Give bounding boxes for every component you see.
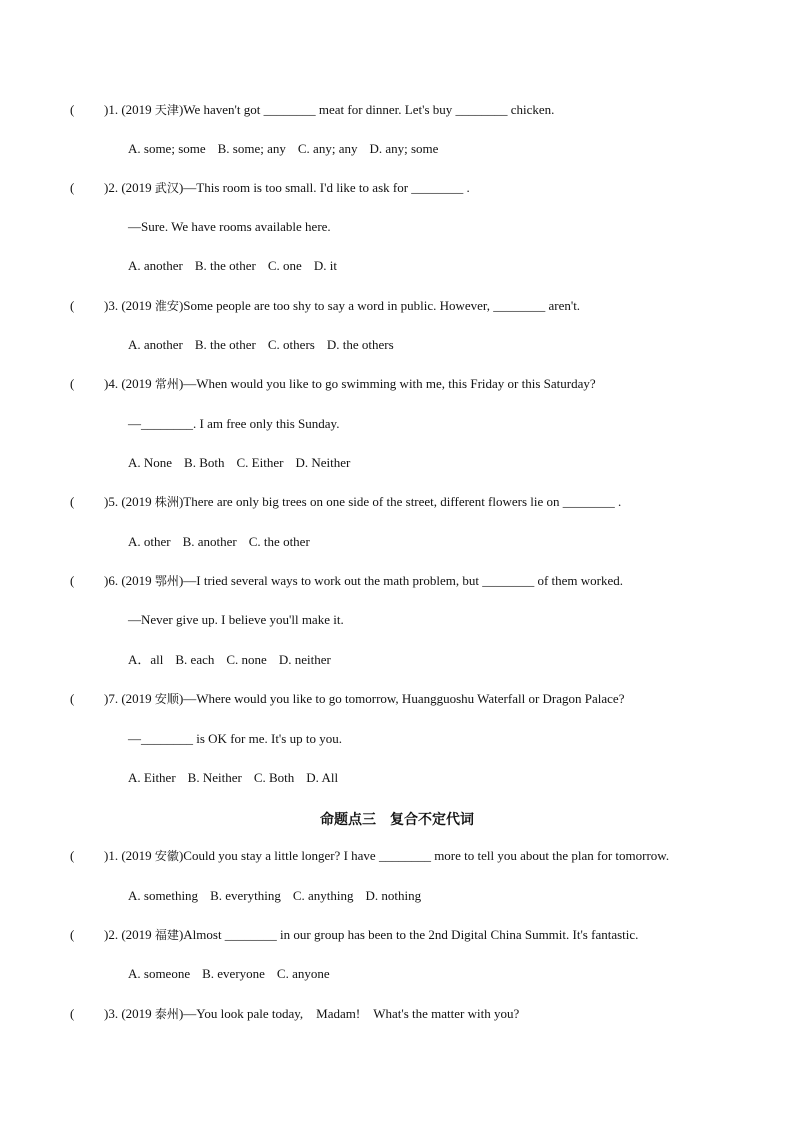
question-source: 株洲	[154, 495, 179, 509]
option-a: A. None	[128, 455, 173, 470]
question-stem: )We haven't got ________ meat for dinner. Let's buy ________ chicken.	[178, 102, 555, 117]
section-heading: 命题点三 复合不定代词	[320, 812, 474, 828]
question-stem: )There are only big trees on one side of the street, different flowers lie on ________ .	[178, 494, 622, 509]
option-d: D. All	[306, 770, 339, 785]
option-d: D. nothing	[365, 888, 422, 903]
option-d: D. it	[313, 258, 337, 273]
question-number: )2. (2019	[104, 927, 155, 942]
question-number: )6. (2019	[104, 573, 155, 588]
question-stem: )—Where would you like to go tomorrow, Huangguoshu Waterfall or Dragon Palace?	[178, 691, 625, 706]
answer-bracket: (	[70, 691, 75, 706]
question-source: 福建	[154, 928, 179, 942]
question-source: 常州	[154, 377, 179, 391]
answer-bracket: (	[70, 494, 75, 509]
question-a6	[70, 573, 623, 589]
option-b: B. Both	[184, 455, 225, 470]
option-d: D. neither	[278, 652, 331, 667]
option-c: C. Both	[253, 770, 295, 785]
option-b: B. the other	[194, 258, 256, 273]
option-a: A．all	[128, 652, 164, 667]
option-c: C. one	[267, 258, 302, 273]
question-stem: )—When would you like to go swimming with me, this Friday or this Saturday?	[178, 376, 596, 391]
question-b3	[70, 1006, 519, 1022]
question-number: )5. (2019	[104, 494, 155, 509]
question-stem: )—I tried several ways to work out the math problem, but ________ of them worked.	[178, 573, 624, 588]
options-a4	[128, 455, 362, 471]
option-c: C. none	[226, 652, 267, 667]
question-number: )3. (2019	[104, 298, 155, 313]
option-c: C. any; any	[297, 141, 358, 156]
question-a1	[70, 102, 554, 118]
answer-bracket: (	[70, 927, 75, 942]
option-b: B. everyone	[202, 966, 265, 981]
option-a: A. other	[128, 534, 171, 549]
question-number: )7. (2019	[104, 691, 155, 706]
option-d: D. the others	[326, 337, 394, 352]
question-a4	[70, 376, 596, 392]
option-d: D. Neither	[295, 455, 351, 470]
options-a7	[128, 770, 350, 786]
option-b: B. the other	[194, 337, 256, 352]
option-a: A. some; some	[128, 141, 206, 156]
option-a: A. Either	[128, 770, 176, 785]
option-c: C. anything	[292, 888, 354, 903]
question-number: )4. (2019	[104, 376, 155, 391]
question-number: )2. (2019	[104, 180, 155, 195]
question-a2	[70, 180, 470, 196]
question-source: 武汉	[154, 181, 179, 195]
option-c: C. Either	[236, 455, 284, 470]
option-a: A. something	[128, 888, 199, 903]
question-number: )3. (2019	[104, 1006, 155, 1021]
question-b1	[70, 848, 669, 864]
options-a1	[128, 141, 450, 157]
question-stem: )Some people are too shy to say a word in public. However, ________ aren't.	[178, 298, 581, 313]
question-stem: )—This room is too small. I'd like to ask for ________ .	[178, 180, 470, 195]
reply-a7: —________ is OK for me. It's up to you.	[128, 731, 342, 746]
option-a: A. another	[128, 258, 183, 273]
option-a: A. someone	[128, 966, 191, 981]
option-d: D. any; some	[369, 141, 439, 156]
reply-a4: —________. I am free only this Sunday.	[128, 416, 340, 431]
question-source: 泰州	[154, 1007, 179, 1021]
answer-bracket: (	[70, 1006, 75, 1021]
reply-a2: —Sure. We have rooms available here.	[128, 219, 331, 234]
answer-bracket: (	[70, 180, 75, 195]
options-a5	[128, 534, 322, 550]
answer-bracket: (	[70, 376, 75, 391]
options-a2	[128, 258, 349, 274]
question-b2	[70, 927, 638, 943]
option-b: B. each	[175, 652, 215, 667]
question-stem: )—You look pale today, Madam! What's the matter with you?	[178, 1006, 520, 1021]
option-c: C. the other	[248, 534, 310, 549]
question-a3	[70, 298, 580, 314]
question-a7	[70, 691, 624, 707]
option-b: B. Neither	[187, 770, 242, 785]
question-stem: )Almost ________ in our group has been to the 2nd Digital China Summit. It's fantastic.	[178, 927, 639, 942]
answer-bracket: (	[70, 102, 75, 117]
answer-bracket: (	[70, 298, 75, 313]
option-c: C. others	[267, 337, 315, 352]
question-source: 淮安	[154, 299, 179, 313]
answer-bracket: (	[70, 848, 75, 863]
question-number: )1. (2019	[104, 848, 155, 863]
option-b: B. everything	[210, 888, 281, 903]
question-source: 鄂州	[154, 574, 179, 588]
option-b: B. another	[182, 534, 237, 549]
option-a: A. another	[128, 337, 183, 352]
options-b1	[128, 888, 433, 904]
question-stem: )Could you stay a little longer? I have ________ more to tell you about the plan for tomorrow.	[178, 848, 670, 863]
options-a6	[128, 652, 343, 668]
answer-bracket: (	[70, 573, 75, 588]
option-b: B. some; any	[217, 141, 286, 156]
question-number: )1. (2019	[104, 102, 155, 117]
reply-a6: —Never give up. I believe you'll make it.	[128, 612, 344, 627]
question-a5	[70, 494, 621, 510]
options-a3	[128, 337, 406, 353]
option-c: C. anyone	[276, 966, 330, 981]
question-source: 安顺	[154, 692, 179, 706]
question-source: 安徽	[154, 849, 179, 863]
question-source: 天津	[154, 103, 179, 117]
options-b2	[128, 966, 342, 982]
